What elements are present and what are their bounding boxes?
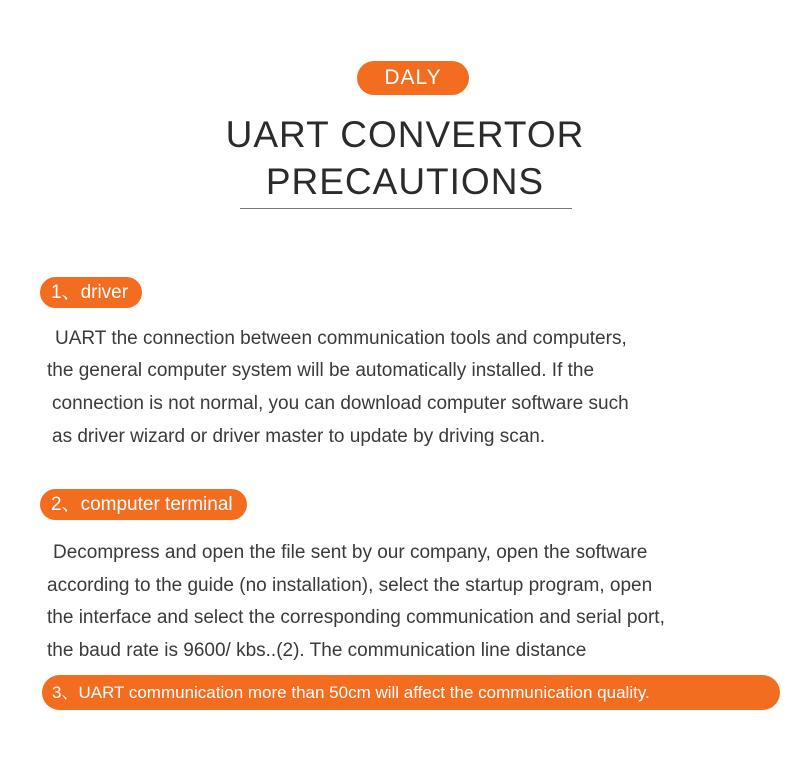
section-heading-driver: 1、driver bbox=[40, 277, 142, 308]
driver-text-line-1: UART the connection between communication tools and computers, bbox=[55, 328, 627, 349]
page-title-line-1: UART CONVERTOR bbox=[225, 114, 585, 155]
terminal-text-line-3: the interface and select the corresponding communication and serial port, bbox=[47, 607, 665, 628]
brand-badge: DALY bbox=[357, 61, 469, 95]
driver-text-line-3: connection is not normal, you can download computer software such bbox=[52, 393, 629, 414]
notice-bar-uart-distance: 3、UART communication more than 50cm will affect the communication quality. bbox=[42, 675, 780, 710]
terminal-text-line-2: according to the guide (no installation), select the startup program, open bbox=[47, 575, 653, 596]
driver-text-line-4: as driver wizard or driver master to update by driving scan. bbox=[52, 426, 546, 447]
section-heading-computer-terminal: 2、computer terminal bbox=[40, 489, 247, 520]
terminal-text-line-1: Decompress and open the file sent by our company, open the software bbox=[53, 542, 648, 563]
terminal-text-line-4: the baud rate is 9600/ kbs..(2). The communication line distance bbox=[47, 640, 587, 661]
page-title-line-2: PRECAUTIONS bbox=[265, 161, 545, 202]
driver-text-line-2: the general computer system will be automatically installed. If the bbox=[47, 360, 595, 381]
title-divider bbox=[240, 208, 572, 209]
